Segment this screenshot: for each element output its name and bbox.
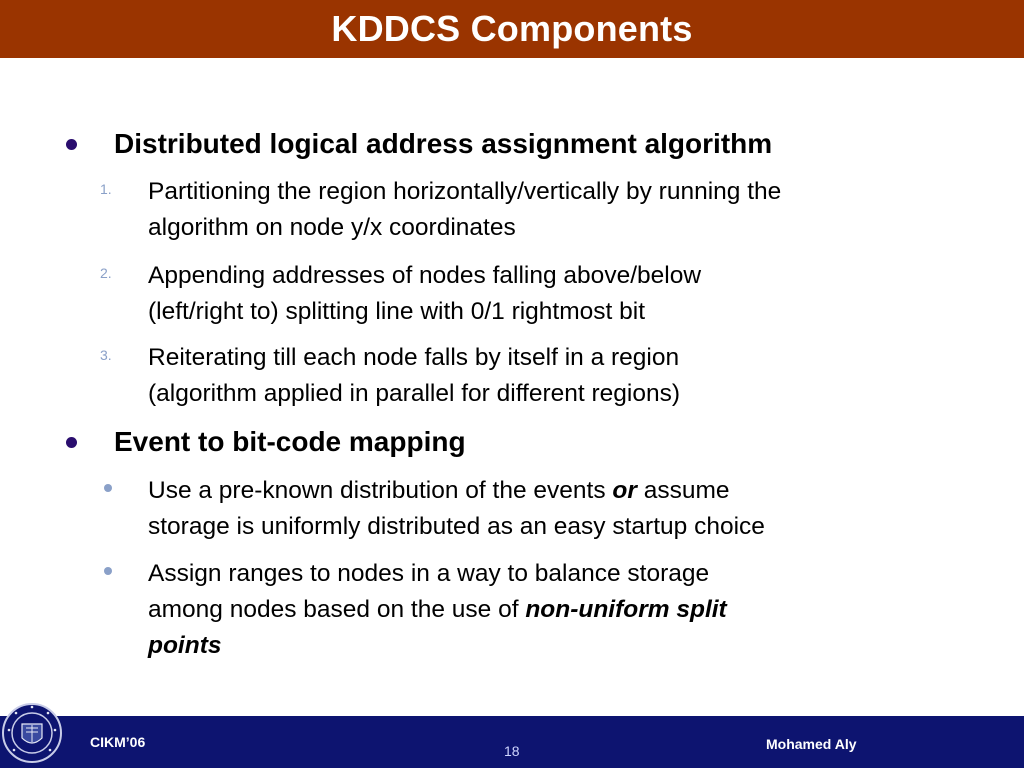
item-line (148, 592, 727, 628)
bullet-dot-icon (66, 139, 77, 150)
item-line (148, 628, 727, 664)
sub-bullet-dot-icon (104, 484, 112, 492)
item-line: Assign ranges to nodes in a way to balance storage (148, 560, 710, 587)
footer-author: Mohamed Aly (766, 736, 857, 752)
footer-conference: CIKM’06 (90, 734, 146, 750)
item-line: algorithm on node y/x coordinates (148, 214, 516, 241)
slide-title: KDDCS Components (331, 8, 693, 49)
emphasis-text: or (612, 477, 637, 504)
item-number: 1. (100, 181, 112, 197)
sub-bullet-dot-icon (104, 567, 112, 575)
text-run: Use a pre-known distribution of the events (148, 477, 613, 504)
item-line (148, 473, 765, 509)
footer-bar (0, 716, 1024, 768)
item-line: Appending addresses of nodes falling above/below (148, 262, 702, 289)
bullet-text: Event to bit-code mapping (114, 426, 466, 457)
item-line: Reiterating till each node falls by itself in a region (148, 344, 680, 371)
bullet-text: Distributed logical address assignment algorithm (114, 128, 773, 159)
item-number: 2. (100, 265, 112, 281)
text-run: assume (636, 477, 730, 504)
page-number: 18 (504, 743, 520, 759)
item-number: 3. (100, 347, 112, 363)
item-line: (algorithm applied in parallel for different regions) (148, 380, 681, 407)
item-line: storage is uniformly distributed as an easy startup choice (148, 513, 765, 540)
emphasis-text: non-uniform split (525, 596, 727, 623)
bullet-dot-icon (66, 437, 77, 448)
emphasis-text: points (148, 632, 222, 659)
item-line: Partitioning the region horizontally/vertically by running the (148, 178, 782, 205)
text-run: among nodes based on the use of (148, 596, 526, 623)
university-seal-icon (2, 700, 62, 766)
item-line: (left/right to) splitting line with 0/1 rightmost bit (148, 298, 646, 325)
